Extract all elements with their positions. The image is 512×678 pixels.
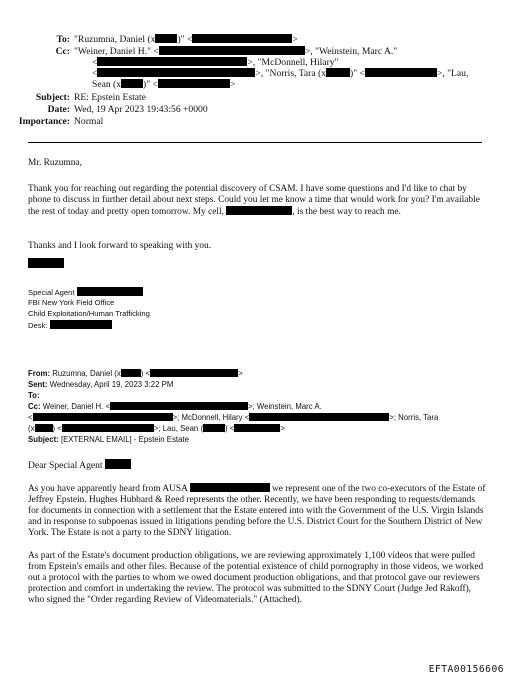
reply-body-part1: Thank you for reaching out regarding the potential discovery of CSAM. I have some questions and I'd like to chat by phone to discuss in further detail about next steps. Could you let me know a time that would work for you? I'm available the rest of today and pretty open tomorrow. My cell, bbox=[28, 184, 480, 217]
letter-paragraph-2: As part of the Estate's document production obligations, we are reviewing approximately 1,100 videos that were pulled from Epstein's emails and other files. Because of the potential existence of child pornography in those videos, we worked out a protocol with the parties to whom we owed document production obligations, and that protocol gave our reviewers protection and comfort in undertaking the review. The protocol was submitted to the SDNY Court (Judge Jed Rakoff), who signed the "Order regarding Review of Videomaterials." (Attached). bbox=[28, 551, 484, 605]
signature-title-line bbox=[28, 287, 143, 299]
letter-p1-b: we represent one of the two co-executors of the Estate of Jeffrey Epstein. Hughes Hubbard & Reed represents the other. Recently, we have been responding to requests/demands for documents in connection with a settlement that the Estate entered into with the Government of the U.S. Virgin Islands and in response to subpoenas issued in litigations pending before the U.S. District Court for the Southern District of New York. The Estate is not a party to the SDNY litigation. bbox=[28, 484, 486, 538]
header-cc: Cc: "Weiner, Daniel H." < >, "Weinstein, Marc A." bbox=[0, 46, 397, 57]
header-subject bbox=[0, 92, 146, 103]
redaction bbox=[326, 68, 350, 77]
fwd-from: From: Ruzumna, Daniel (x ) < > bbox=[28, 369, 243, 378]
fwd-cc-line1: Weiner, Daniel H. < bbox=[42, 402, 110, 411]
redaction bbox=[50, 320, 112, 329]
header-date bbox=[0, 104, 208, 115]
redaction bbox=[365, 68, 437, 77]
cc-line3: "Norris, Tara (x bbox=[265, 68, 326, 79]
cc-line3-tail: "Lau, bbox=[447, 68, 469, 79]
fwd-cc-line2-mid: ; McDonnell, Hilary < bbox=[177, 413, 250, 422]
letter-paragraph-1 bbox=[28, 483, 488, 539]
fwd-subject-value: [EXTERNAL EMAIL] - Epstein Estate bbox=[60, 435, 189, 444]
header-divider bbox=[28, 142, 482, 143]
fwd-sent bbox=[28, 380, 173, 390]
fwd-from-label: From: bbox=[28, 369, 51, 378]
to-value: "Ruzumna, Daniel (x bbox=[74, 34, 156, 45]
subject-value: RE: Epstein Estate bbox=[74, 92, 146, 103]
fwd-sent-value: Wednesday, April 19, 2023 3:22 PM bbox=[49, 380, 174, 389]
redaction bbox=[121, 79, 143, 88]
signature-desk-line bbox=[28, 320, 112, 332]
redaction bbox=[105, 459, 131, 469]
fwd-cc: Cc: Weiner, Daniel H. < >; Weinstein, Marc A. bbox=[28, 402, 322, 411]
reply-body-part2: , is the best way to reach me. bbox=[292, 207, 401, 217]
fwd-cc-label: Cc: bbox=[28, 402, 41, 411]
cc-line4: Sean (x bbox=[92, 79, 122, 90]
signature-desk: Desk: bbox=[28, 321, 48, 330]
fwd-from-value: Ruzumna, Daniel (x bbox=[52, 369, 121, 378]
fwd-subject bbox=[28, 435, 189, 445]
redaction bbox=[35, 424, 53, 432]
redaction bbox=[97, 57, 247, 66]
redaction bbox=[234, 424, 280, 432]
fwd-subject-label: Subject: bbox=[28, 435, 59, 444]
redaction bbox=[158, 79, 230, 88]
redaction bbox=[150, 369, 238, 377]
redaction bbox=[190, 483, 270, 492]
redaction bbox=[33, 413, 173, 421]
date-value: Wed, 19 Apr 2023 19:43:56 +0000 bbox=[74, 104, 208, 115]
letter-p1-a: As you have apparently heard from AUSA bbox=[28, 484, 188, 494]
importance-label: Importance: bbox=[18, 116, 70, 127]
subject-label: Subject: bbox=[35, 92, 70, 103]
reply-greeting: Mr. Ruzumna, bbox=[28, 158, 82, 168]
header-importance bbox=[0, 116, 103, 127]
reply-body bbox=[28, 184, 488, 218]
signature-unit: Child Exploitation/Human Trafficking bbox=[28, 309, 150, 318]
redaction bbox=[155, 34, 177, 43]
header-cc-line4: Sean (x )" < > bbox=[92, 79, 236, 90]
header-cc-line2: < >, "McDonnell, Hilary" bbox=[92, 57, 339, 68]
date-label: Date: bbox=[47, 104, 70, 115]
fwd-cc-line3-mid: ; Lau, Sean ( bbox=[158, 424, 204, 433]
fwd-to bbox=[28, 391, 40, 401]
header-cc-line3: < >, "Norris, Tara (x )" < >, "Lau, bbox=[92, 68, 469, 79]
fwd-sent-label: Sent: bbox=[28, 380, 48, 389]
signature-office: FBI New York Field Office bbox=[28, 298, 115, 307]
redaction bbox=[226, 206, 292, 215]
fwd-to-label: To: bbox=[28, 391, 40, 400]
header-to: To: "Ruzumna, Daniel (x )" < > bbox=[0, 34, 298, 45]
redaction bbox=[110, 402, 248, 410]
cc-line1-tail: "Weinstein, Marc A." bbox=[315, 46, 398, 57]
redaction bbox=[203, 424, 225, 432]
fwd-cc-line1-tail: ; Weinstein, Marc A. bbox=[252, 402, 322, 411]
fwd-cc-line3: (x ) < >; Lau, Sean ( ) < > bbox=[28, 424, 285, 433]
cc-label: Cc: bbox=[55, 46, 70, 57]
redaction bbox=[62, 424, 154, 432]
redaction bbox=[28, 254, 64, 272]
fwd-cc-line2-tail: ; Norris, Tara bbox=[393, 413, 439, 422]
letter-salutation bbox=[28, 459, 131, 471]
document-id: EFTA00156606 bbox=[428, 664, 504, 675]
redaction bbox=[77, 287, 143, 296]
redaction bbox=[159, 46, 305, 55]
cc-line1: "Weiner, Daniel H." < bbox=[74, 46, 159, 57]
redaction bbox=[121, 369, 141, 377]
redaction bbox=[192, 34, 292, 43]
fwd-cc-line2: < >; McDonnell, Hilary < >; Norris, Tara bbox=[28, 413, 439, 422]
letter-salutation-text: Dear Special Agent bbox=[28, 460, 103, 471]
cc-line2: "McDonnell, Hilary" bbox=[257, 57, 339, 68]
redaction bbox=[97, 68, 255, 77]
reply-closing: Thanks and I look forward to speaking with you. bbox=[28, 241, 212, 251]
to-label: To: bbox=[56, 34, 70, 45]
importance-value: Normal bbox=[74, 116, 104, 127]
signature-title: Special Agent bbox=[28, 288, 75, 297]
redaction bbox=[249, 413, 389, 421]
